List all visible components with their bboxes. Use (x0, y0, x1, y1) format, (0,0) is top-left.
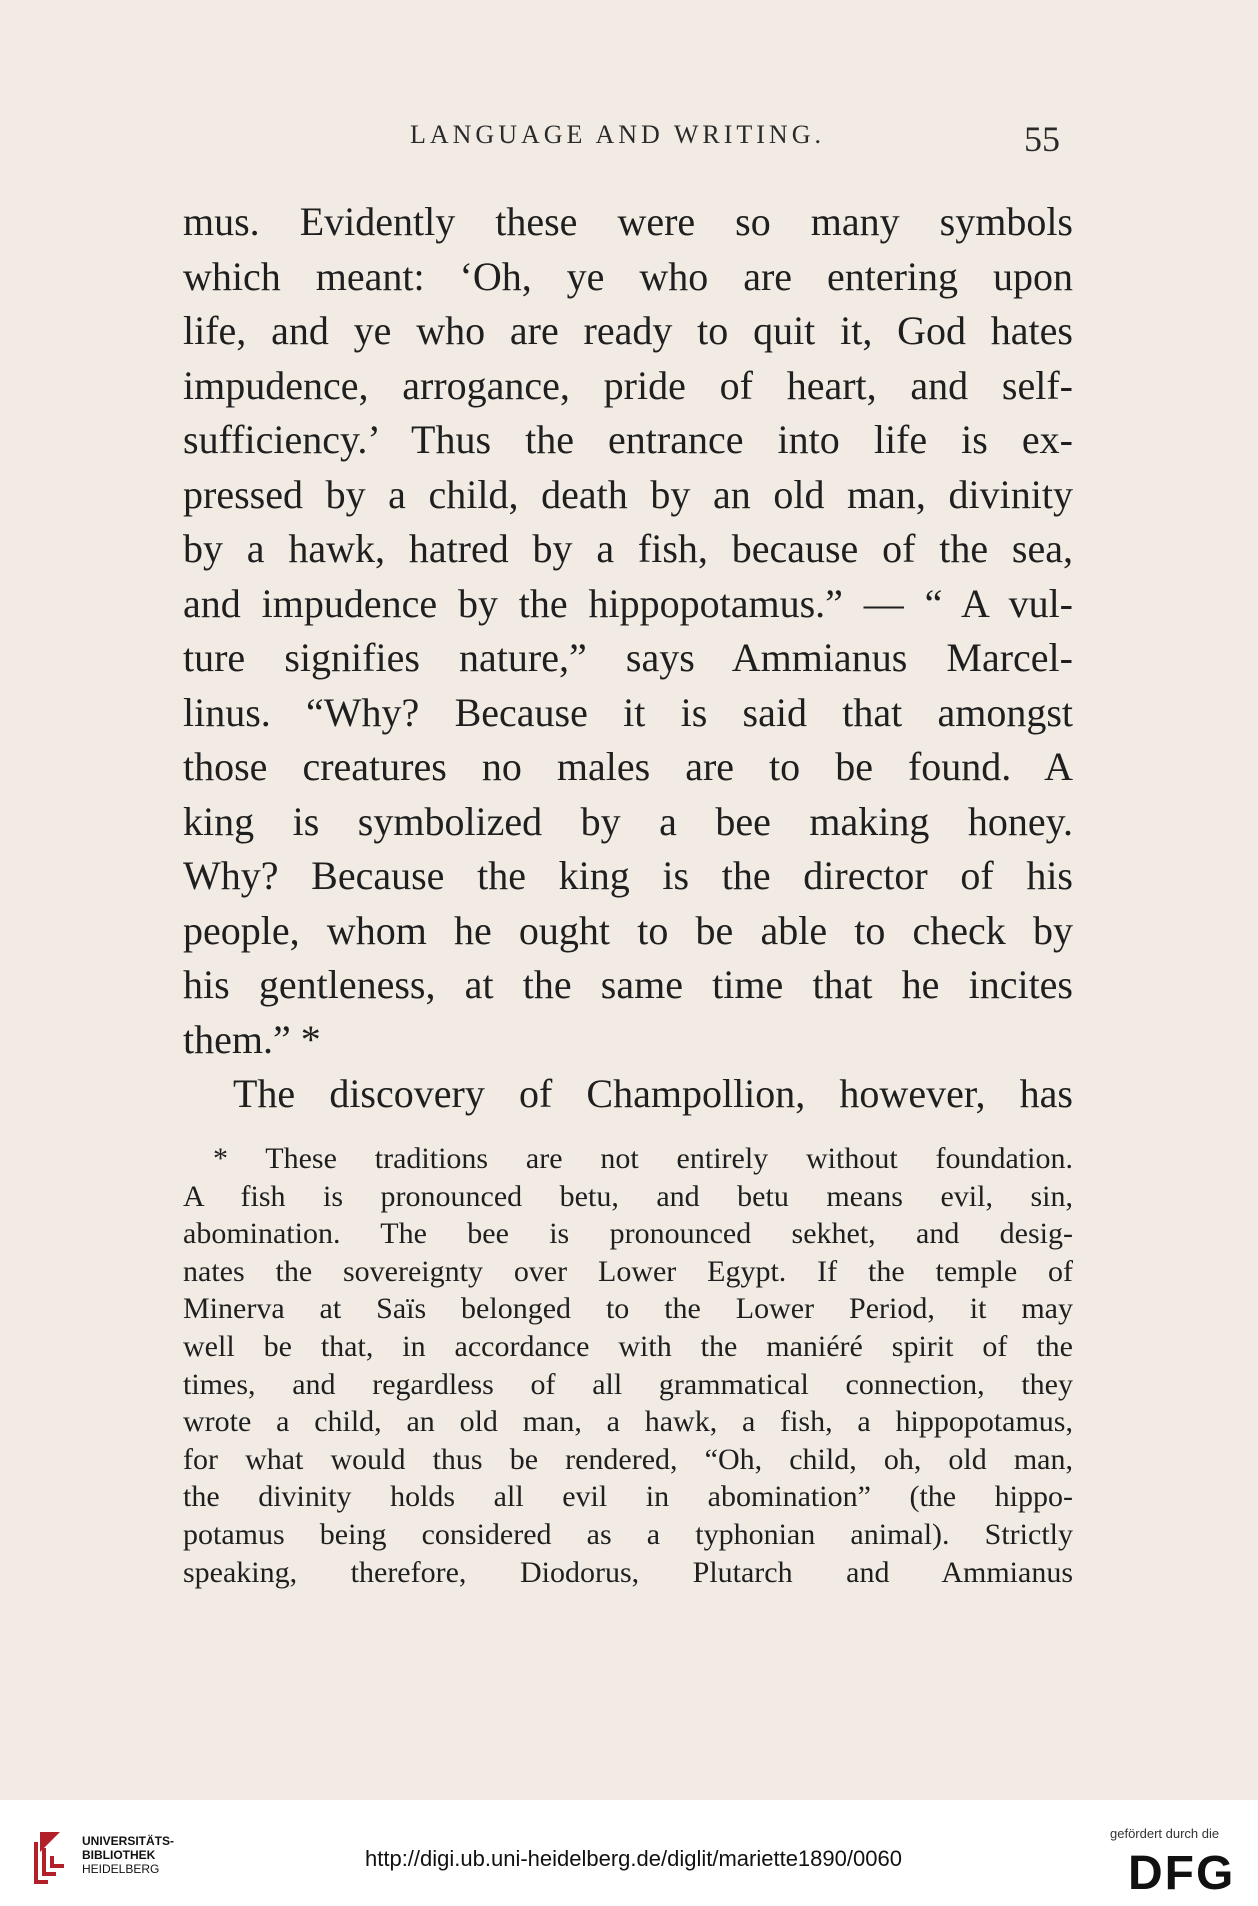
text-line: ture signifies nature,” says Ammianus Marcel- (183, 635, 1073, 680)
text-line: sufficiency.’ Thus the entrance into life is ex- (183, 417, 1073, 462)
library-name-line: BIBLIOTHEK (82, 1848, 156, 1862)
footnote-line: abomination. The bee is pronounced sekhet, and desig- (183, 1217, 1073, 1251)
footnote-line: potamus being considered as a typhonian animal). Strictly (183, 1517, 1073, 1551)
digitization-footer (0, 1806, 1258, 1906)
footnote-line: for what would thus be rendered, “Oh, child, oh, old man, (183, 1442, 1073, 1476)
text-line: king is symbolized by a bee making honey. (183, 798, 1073, 844)
page-number: 55 (1024, 119, 1060, 159)
text-line: which meant: ‘Oh, ye who are entering upon (183, 253, 1073, 299)
text-line: people, whom he ought to be able to check by (183, 907, 1073, 953)
text-line: them.” * (183, 1016, 321, 1062)
library-name (82, 1834, 174, 1876)
footnote-line: * These traditions are not entirely without foundation. (213, 1142, 1073, 1175)
library-name-line: UNIVERSITÄTS- (82, 1834, 175, 1848)
footnote-line: the divinity holds all evil in abomination” (the hippo- (183, 1480, 1073, 1514)
footnote-line: speaking, therefore, Diodorus, Plutarch and Ammianus (183, 1555, 1073, 1589)
main-text (183, 195, 1073, 1122)
text-line: and impudence by the hippopotamus.” — “ A vul- (183, 580, 1073, 626)
footnote-line: wrote a child, an old man, a hawk, a fish, a hippopotamus, (183, 1405, 1073, 1439)
text-line: linus. “Why? Because it is said that amongst (183, 689, 1073, 735)
footnote-line: nates the sovereignty over Lower Egypt. If the temple of (183, 1254, 1073, 1288)
footnote-line: A fish is pronounced betu, and betu means evil, sin, (183, 1179, 1073, 1213)
footnote-line: Minerva at Saïs belonged to the Lower Period, it may (183, 1292, 1073, 1326)
footnote-line: times, and regardless of all grammatical connection, they (183, 1367, 1073, 1401)
permalink-url[interactable]: http://digi.ub.uni-heidelberg.de/diglit/mariette1890/0060 (365, 1846, 902, 1871)
text-line: Why? Because the king is the director of his (183, 853, 1073, 898)
text-line: those creatures no males are to be found. A (183, 744, 1073, 789)
text-line: his gentleness, at the same time that he incites (183, 962, 1073, 1007)
text-line: by a hawk, hatred by a fish, because of the sea, (183, 526, 1073, 571)
library-name-line: HEIDELBERG (82, 1862, 160, 1876)
running-header: LANGUAGE AND WRITING. (410, 120, 825, 149)
text-line: life, and ye who are ready to quit it, God hates (183, 308, 1073, 353)
text-line: impudence, arrogance, pride of heart, and self- (183, 362, 1073, 408)
footnote (183, 1140, 1073, 1591)
library-logo-icon (30, 1828, 72, 1886)
dfg-logo: DFG (1128, 1847, 1236, 1900)
footnote-line: well be that, in accordance with the maniéré spirit of the (183, 1329, 1073, 1363)
text-line: mus. Evidently these were so many symbols (183, 199, 1073, 244)
funding-note: gefördert durch die (1110, 1826, 1220, 1841)
text-line: pressed by a child, death by an old man, divinity (183, 471, 1073, 517)
text-line: The discovery of Champollion, however, has (233, 1071, 1073, 1116)
